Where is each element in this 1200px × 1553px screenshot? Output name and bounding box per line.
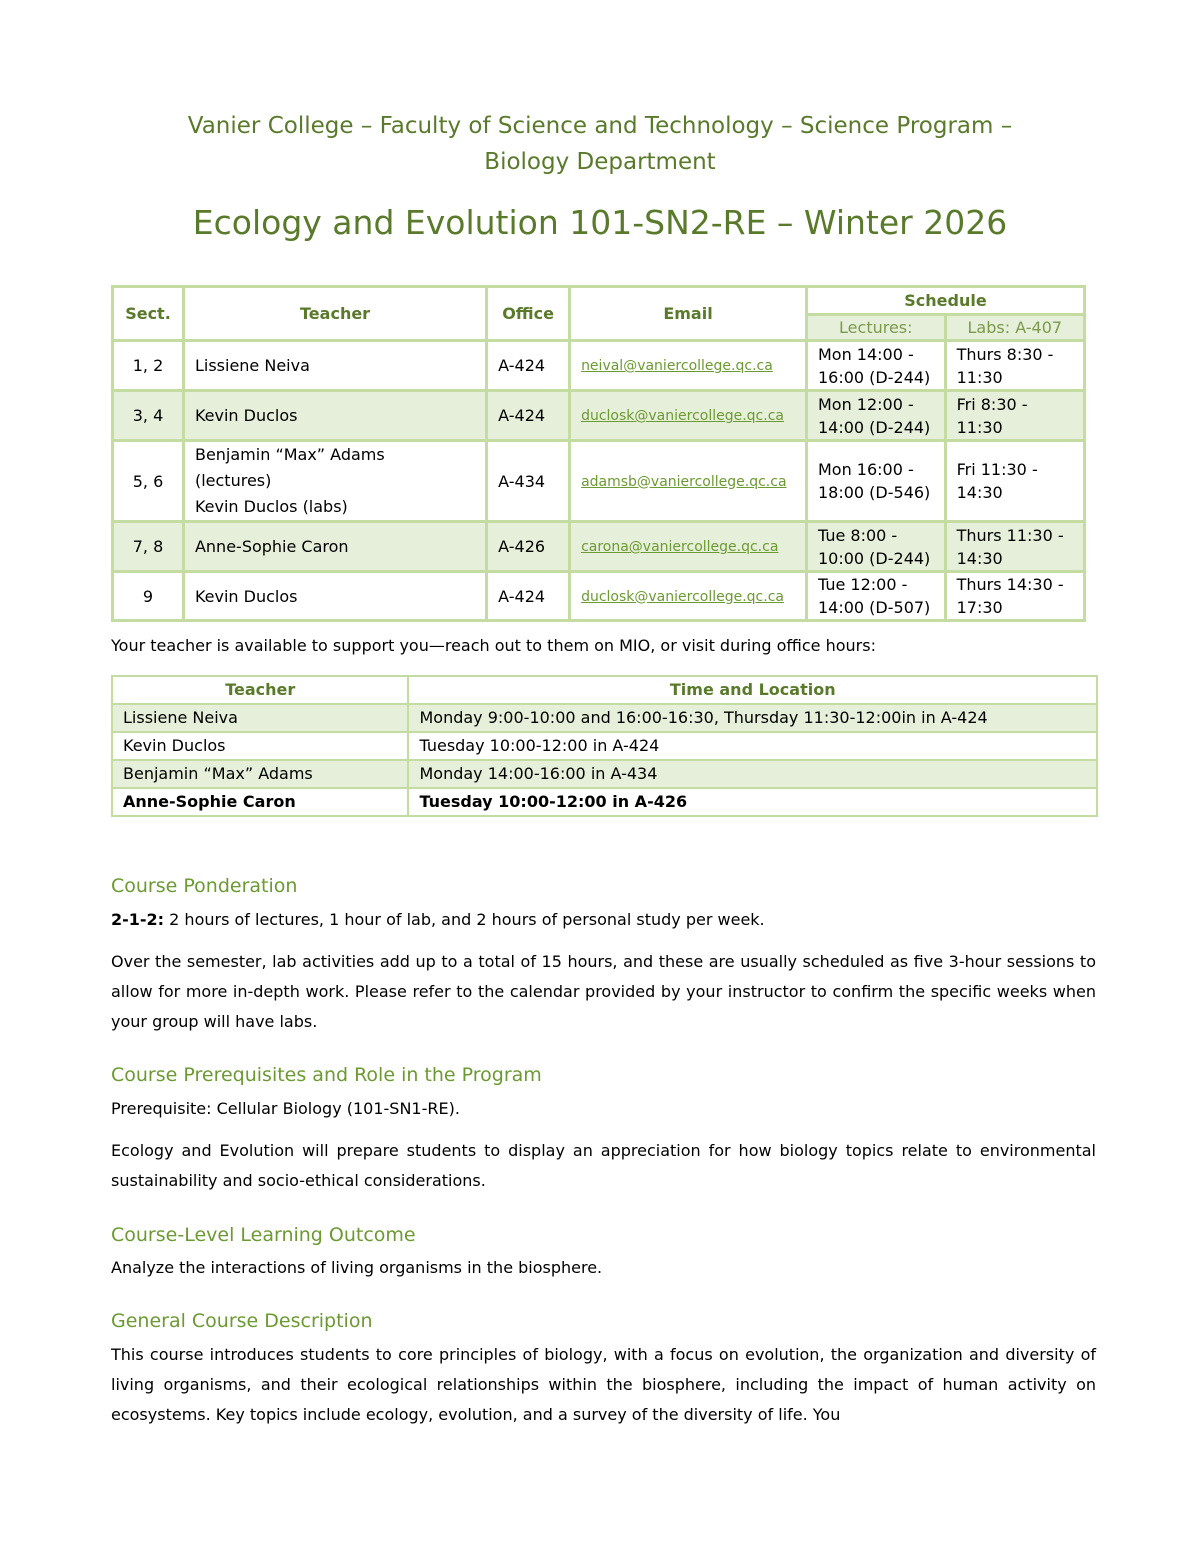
cell-lecture: Tue 8:00 - 10:00 (D-244) bbox=[806, 522, 945, 572]
cell-teacher: Benjamin “Max” Adams bbox=[112, 760, 408, 788]
table-row bbox=[113, 522, 1085, 572]
section-schedule-table bbox=[111, 285, 1086, 622]
cell-office: A-424 bbox=[487, 572, 570, 621]
table-row bbox=[112, 732, 1097, 760]
header-office: Office bbox=[487, 287, 570, 341]
header-schedule: Schedule bbox=[806, 287, 1084, 315]
course-description-heading: General Course Description bbox=[111, 1310, 373, 1332]
table-row bbox=[112, 760, 1097, 788]
cell-teacher: Lissiene Neiva bbox=[183, 341, 486, 391]
cell-sect: 3, 4 bbox=[113, 391, 184, 441]
header-time-location: Time and Location bbox=[408, 676, 1097, 704]
learning-outcome-heading: Course-Level Learning Outcome bbox=[111, 1224, 416, 1246]
cell-office: A-426 bbox=[487, 522, 570, 572]
cell-office: A-434 bbox=[487, 441, 570, 522]
table-row bbox=[113, 441, 1085, 522]
institution-header bbox=[110, 108, 1090, 180]
cell-time: Monday 14:00-16:00 in A-434 bbox=[408, 760, 1097, 788]
cell-teacher: Kevin Duclos bbox=[183, 572, 486, 621]
office-hours-intro: Your teacher is available to support you—reach out to them on MIO, or visit during office hours: bbox=[111, 636, 876, 655]
header-sect: Sect. bbox=[113, 287, 184, 341]
ponderation-code: 2-1-2: bbox=[111, 910, 165, 929]
cell-lecture: Mon 16:00 - 18:00 (D-546) bbox=[806, 441, 945, 522]
cell-teacher: Kevin Duclos bbox=[183, 391, 486, 441]
cell-teacher: Anne-Sophie Caron bbox=[183, 522, 486, 572]
cell-teacher bbox=[183, 441, 486, 522]
header-teacher: Teacher bbox=[183, 287, 486, 341]
cell-office: A-424 bbox=[487, 391, 570, 441]
email-link[interactable]: neival@vaniercollege.qc.ca bbox=[581, 358, 773, 374]
table-row bbox=[113, 341, 1085, 391]
institution-line-2: Biology Department bbox=[484, 149, 716, 175]
cell-time: Monday 9:00-10:00 and 16:00-16:30, Thursday 11:30-12:00in in A-424 bbox=[408, 704, 1097, 732]
prerequisites-heading: Course Prerequisites and Role in the Program bbox=[111, 1064, 542, 1086]
header-teacher: Teacher bbox=[112, 676, 408, 704]
cell-sect: 1, 2 bbox=[113, 341, 184, 391]
table-row bbox=[113, 391, 1085, 441]
cell-lab: Fri 8:30 - 11:30 bbox=[945, 391, 1084, 441]
cell-lab: Thurs 11:30 - 14:30 bbox=[945, 522, 1084, 572]
office-hours-table bbox=[111, 675, 1098, 817]
ponderation-line bbox=[111, 905, 1096, 935]
ponderation-text: 2 hours of lectures, 1 hour of lab, and 2 hours of personal study per week. bbox=[164, 910, 765, 929]
cell-time: Tuesday 10:00-12:00 in A-426 bbox=[408, 788, 1097, 816]
email-link[interactable]: carona@vaniercollege.qc.ca bbox=[581, 539, 779, 555]
learning-outcome-text: Analyze the interactions of living organisms in the biosphere. bbox=[111, 1258, 603, 1277]
email-link[interactable]: duclosk@vaniercollege.qc.ca bbox=[581, 588, 784, 605]
email-link[interactable]: duclosk@vaniercollege.qc.ca bbox=[581, 408, 784, 424]
cell-lecture: Tue 12:00 - 14:00 (D-507) bbox=[806, 572, 945, 621]
ponderation-heading: Course Ponderation bbox=[111, 875, 298, 897]
course-title: Ecology and Evolution 101-SN2-RE – Winter 2026 bbox=[192, 203, 1008, 242]
cell-lab: Fri 11:30 - 14:30 bbox=[945, 441, 1084, 522]
header-email: Email bbox=[570, 287, 807, 341]
cell-sect: 5, 6 bbox=[113, 441, 184, 522]
cell-teacher: Kevin Duclos bbox=[112, 732, 408, 760]
teacher-line: Benjamin “Max” Adams bbox=[194, 445, 385, 464]
teacher-line: Kevin Duclos (labs) bbox=[194, 497, 348, 516]
table-row bbox=[113, 572, 1085, 621]
ponderation-paragraph: Over the semester, lab activities add up to a total of 15 hours, and these are usually scheduled as five 3-hour sessions to allow for more in-depth work. Please refer to the calendar provided by your instructor to confirm the specific weeks when your group will have labs. bbox=[111, 952, 1096, 1031]
email-link[interactable]: adamsb@vaniercollege.qc.ca bbox=[581, 473, 787, 490]
cell-lecture: Mon 14:00 - 16:00 (D-244) bbox=[806, 341, 945, 391]
cell-lecture: Mon 12:00 - 14:00 (D-244) bbox=[806, 391, 945, 441]
cell-lab: Thurs 14:30 - 17:30 bbox=[945, 572, 1084, 621]
prerequisite-text: Prerequisite: Cellular Biology (101-SN1-RE). bbox=[111, 1099, 460, 1118]
table-row bbox=[112, 788, 1097, 816]
cell-sect: 7, 8 bbox=[113, 522, 184, 572]
header-labs: Labs: A-407 bbox=[945, 315, 1084, 341]
teacher-line: (lectures) bbox=[194, 471, 272, 490]
cell-sect: 9 bbox=[113, 572, 184, 621]
cell-office: A-424 bbox=[487, 341, 570, 391]
institution-line-1: Vanier College – Faculty of Science and Technology – Science Program – bbox=[187, 113, 1013, 139]
prerequisite-paragraph: Ecology and Evolution will prepare students to display an appreciation for how biology topics relate to environmental sustainability and socio-ethical considerations. bbox=[111, 1141, 1096, 1190]
table-row bbox=[112, 704, 1097, 732]
cell-teacher: Lissiene Neiva bbox=[112, 704, 408, 732]
cell-teacher: Anne-Sophie Caron bbox=[112, 788, 408, 816]
cell-lab: Thurs 8:30 - 11:30 bbox=[945, 341, 1084, 391]
header-lectures: Lectures: bbox=[806, 315, 945, 341]
cell-time: Tuesday 10:00-12:00 in A-424 bbox=[408, 732, 1097, 760]
course-description-text: This course introduces students to core principles of biology, with a focus on evolution, the organization and diversity of living organisms, and their ecological relationships within the biosphere, including the impact of human activity on ecosystems. Key topics include ecology, evolution, and a survey of the diversity of life. You bbox=[111, 1345, 1096, 1424]
